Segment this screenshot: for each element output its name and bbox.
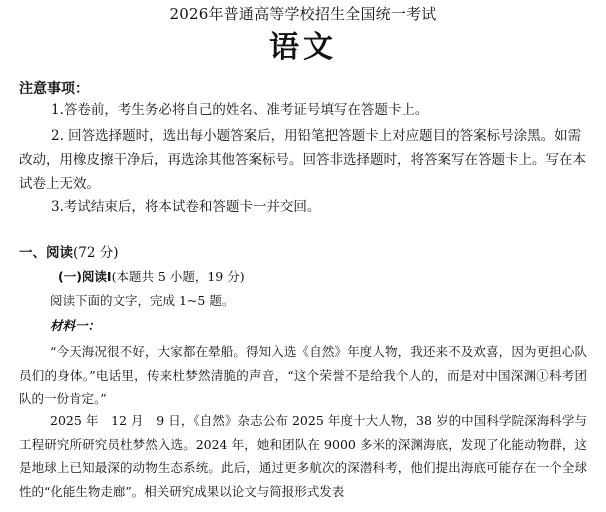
passage-paragraph: 2025 年 12 月 9 日，《自然》杂志公布 2025 年度十大人物，38 岁的中国科学院深海科学与工程研究所研究员杜梦然入选。2024 年，她和团队在 9000 多米的深渊海底，发现了化能动物群，这是地球上已知最深的动物生态系统。此后，通过更多航次的深潜科考，他们提出海底可能存在一个全球性的“化能生物走廊”。相关研究成果以论文与简报形式发表 [19,413,587,499]
passage-paragraph: “今天海况很不好，大家都在晕船。得知入选《自然》年度人物，我还来不及欢喜，因为更担心队员们的身体。”电话里，传来杜梦然清脆的声音，“这个荣誉不是给我个人的，而是对中国深渊①科考团队的一份肯定。” [19,344,587,406]
subject-title: 语文 [269,30,337,65]
section-title: 一、阅读 [19,245,73,261]
notice-item-3: 3.考试结束后，将本试卷和答题卡一并交回。 [51,199,321,215]
sub-heading-detail: (本题共 5 小题，19 分) [111,269,245,284]
exam-title: 2026年普通高等学校招生全国统一考试 [169,5,437,23]
material-label: 材料一： [50,318,101,333]
notice-item-1: 1.答卷前，考生务必将自己的姓名、准考证号填写在答题卡上。 [51,102,429,118]
notice-item-2: 2. 回答选择题时，选出每小题答案后，用铅笔把答题卡上对应题目的答案标号涂黑。如需改动，用橡皮擦干净后，再选涂其他答案标号。回答非选择题时，将答案写在答题卡上。写在本试卷上无效。 [19,128,586,192]
notice-heading: 注意事项： [19,81,89,97]
reading-instruction: 阅读下面的文字，完成 1~5 题。 [50,293,235,308]
reading-sub-heading [58,268,245,286]
section-points: (72 分) [73,245,119,261]
sub-heading-title: (一)阅读Ⅰ [58,269,112,284]
section-heading [19,244,119,262]
